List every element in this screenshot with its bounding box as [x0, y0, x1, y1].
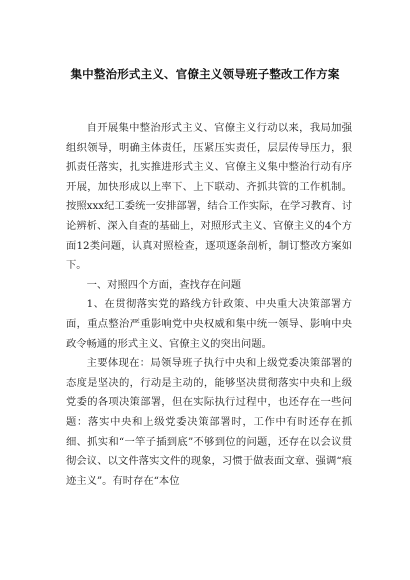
paragraph-item-1: 1、在贯彻落实党的路线方针政策、中央重大决策部署方面，重点整治严重影响党中央权威和集中统一领导、影响中央政令畅通的形式主义、官僚主义的突出问题。: [66, 298, 352, 350]
section-heading: 一、对照四个方面，查找存在问题: [86, 278, 242, 291]
document-body: [66, 119, 352, 491]
document-title: 集中整治形式主义、官僚主义领导班子整改工作方案: [70, 67, 340, 81]
paragraph-intro: 自开展集中整治形式主义、官僚主义行动以来，我局加强组织领导，明确主体责任，压紧压实责任，层层传导压力，狠抓责任落实，扎实推进形式主义、官僚主义集中整治行动有序开展，加快形成以上率下、上下联动、齐抓共管的工作机制。按照xxx纪工委统一安排部署，结合工作实际，在学习教育、讨论辨析、深入自查的基础上，对照形式主义、官僚主义的4个方面12类问题，认真对照检查，逐项逐条剖析，制订整改方案如下。: [66, 122, 352, 272]
paragraph-main-issues: 主要体现在：局领导班子执行中央和上级党委决策部署的态度是坚决的，行动是主动的，能够坚决贯彻落实中央和上级党委的各项决策部署，但在实际执行过程中，也还存在一些问题：落实中央和上级党委决策部署时，工作中有时还存在抓细、抓实和“一竿子插到底”不够到位的问题，还存在以会议贯彻会议、以文件落实文件的现象，习惯于做表面文章、强调“痕迹主义”。有时存在“本位: [66, 357, 352, 487]
